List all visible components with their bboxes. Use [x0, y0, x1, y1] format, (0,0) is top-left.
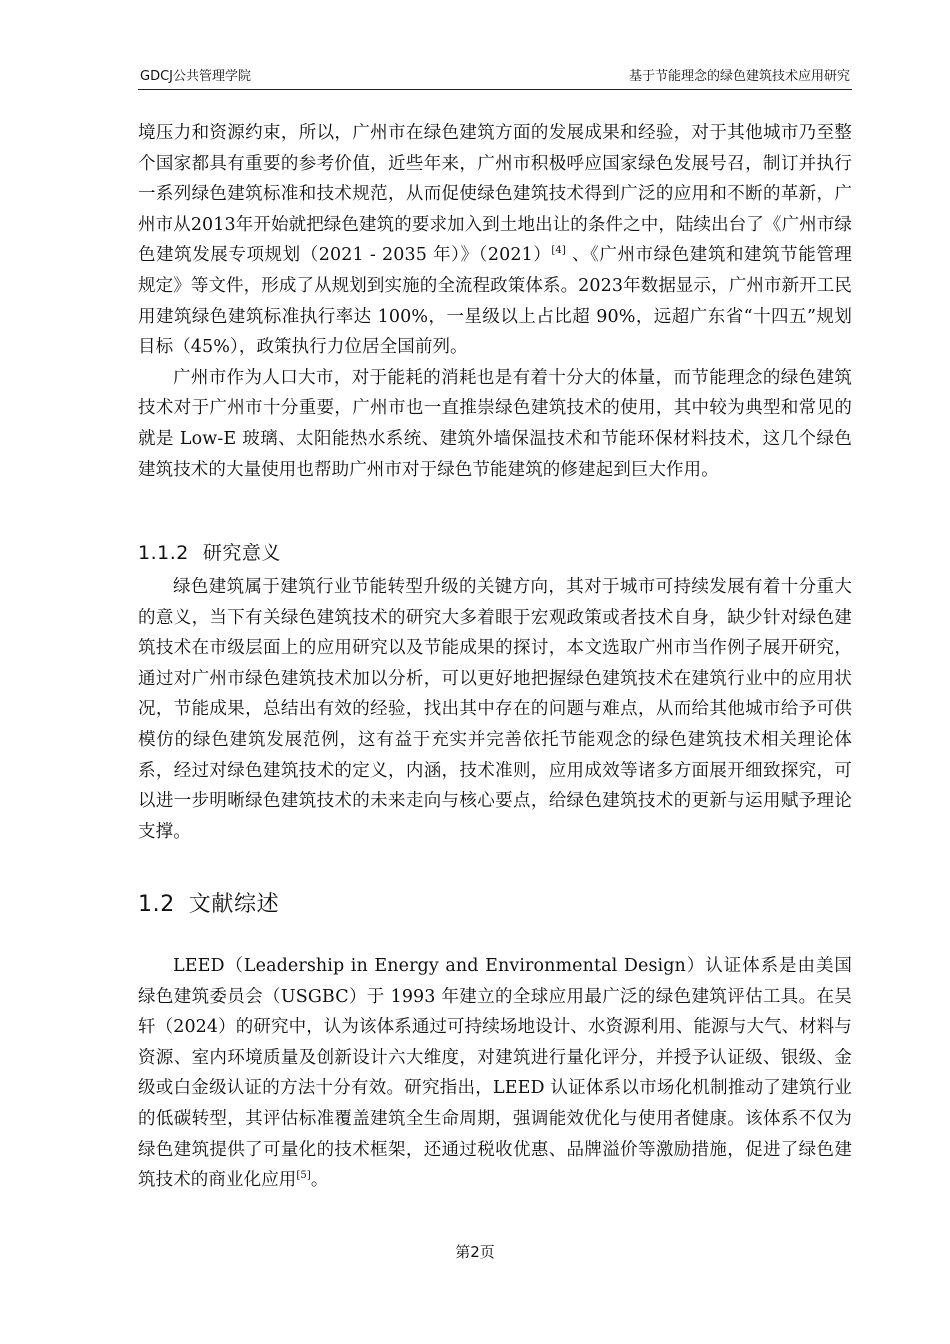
section-heading-literature-review [138, 887, 279, 923]
header-paper-title: 基于节能理念的绿色建筑技术应用研究 [628, 69, 850, 84]
paragraph-guangzhou-policy [138, 118, 852, 363]
paragraph-text: 广州市作为人口大市，对于能耗的消耗也是有着十分大的体量，而节能理念的绿色建筑技术对于广州市十分重要，广州市也一直推崇绿色建筑技术的使用，其中较为典型和常见的就是 Low-E 玻璃、太阳能热水系统、建筑外墙保温技术和节能环保材料技术，这几个绿色建筑技术的大量使用也帮助广州市对于绿色节能建筑的修建起到巨大作用。 [138, 367, 852, 480]
page-header [138, 65, 852, 90]
citation-4: [4] [551, 245, 566, 257]
paragraph-research-significance [138, 572, 852, 847]
body-section-literature [138, 951, 852, 1196]
citation-5: [5] [296, 1170, 311, 1182]
page-number: 第2页 [455, 1243, 495, 1261]
section-title: 文献综述 [188, 892, 280, 917]
paragraph-guangzhou-technologies [138, 363, 852, 485]
header-institution: GDCJ公共管理学院 [140, 69, 251, 84]
paragraph-text-continued: 。 [310, 1170, 329, 1191]
paragraph-text: LEED（Leadership in Energy and Environmental Design）认证体系是由美国绿色建筑委员会（USGBC）于 1993 年建立的全球应用最广泛的绿色建筑评估工具。在吴轩（2024）的研究中，认为该体系通过可持续场地设计、水资源利用、能源与大气、材料与资源、室内环境质量及创新设计六大维度，对建筑进行量化评分，并授予认证级、银级、金级或白金级认证的方法十分有效。研究指出，LEED 认证体系以市场化机制推动了建筑行业的低碳转型，其评估标准覆盖建筑全生命周期，强调能效优化与使用者健康。该体系不仅为绿色建筑提供了可量化的技术框架，还通过税收优惠、品牌溢价等激励措施，促进了绿色建筑技术的商业化应用 [138, 956, 852, 1191]
paragraph-text-continued: 、《广州市绿色建筑和建筑节能管理规定》等文件，形成了从规划到实施的全流程政策体系。2023年数据显示，广州市新开工民用建筑绿色建筑标准执行率达 100%，一星级以上占比超 90%，远超广东省“十四五”规划目标（45%），政策执行力位居全国前列。 [138, 245, 853, 358]
paragraph-text: 境压力和资源约束，所以，广州市在绿色建筑方面的发展成果和经验，对于其他城市乃至整个国家都具有重要的参考价值，近些年来，广州市积极呼应国家绿色发展号召，制订并执行一系列绿色建筑标准和技术规范，从而促使绿色建筑技术得到广泛的应用和不断的革新，广州市从2013年开始就把绿色建筑的要求加入到土地出让的条件之中，陆续出台了《广州市绿色建筑发展专项规划（2021 - 2035 年）》（2021） [138, 123, 852, 266]
body-section-significance [138, 572, 852, 847]
section-title: 研究意义 [202, 542, 281, 564]
body-section-intro [138, 118, 852, 485]
section-heading-research-significance [138, 538, 281, 568]
section-number: 1.2 [138, 892, 175, 917]
paragraph-leed [138, 951, 852, 1196]
section-number: 1.1.2 [138, 542, 189, 564]
paragraph-text: 绿色建筑属于建筑行业节能转型升级的关键方向，其对于城市可持续发展有着十分重大的意义，当下有关绿色建筑技术的研究大多着眼于宏观政策或者技术自身，缺少针对绿色建筑技术在市级层面上的应用研究以及节能成果的探讨，本文选取广州市当作例子展开研究，通过对广州市绿色建筑技术加以分析，可以更好地把握绿色建筑技术在建筑行业中的应用状况，节能成果，总结出有效的经验，找出其中存在的问题与难点，从而给其他城市给予可供模仿的绿色建筑发展范例，这有益于充实并完善依托节能观念的绿色建筑技术相关理论体系，经过对绿色建筑技术的定义，内涵，技术准则，应用成效等诸多方面展开细致探究，可以进一步明晰绿色建筑技术的未来走向与核心要点，给绿色建筑技术的更新与运用赋予理论支撑。 [138, 577, 852, 842]
